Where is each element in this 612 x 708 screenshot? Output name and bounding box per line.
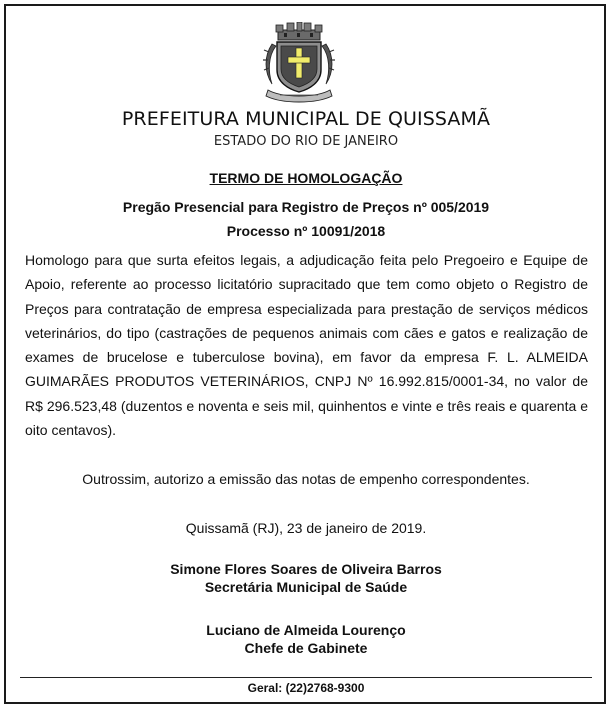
document-title: TERMO DE HOMOLOGAÇÃO: [209, 170, 403, 186]
municipality-title: PREFEITURA MUNICIPAL DE QUISSAMÃ: [121, 108, 491, 130]
signatory-name: Simone Flores Soares de Oliveira Barros: [170, 561, 442, 577]
state-subtitle: ESTADO DO RIO DE JANEIRO: [213, 134, 399, 149]
footer-phone: Geral: (22)2768-9300: [247, 681, 365, 695]
bidding-reference: Pregão Presencial para Registro de Preços nº 005/2019: [122, 199, 490, 215]
footer-divider: [20, 677, 592, 678]
homologation-paragraph: Homologo para que surta efeitos legais, a adjudicação feita pelo Pregoeiro e Equipe de Apoio, referente ao processo licitatório supracitado que tem como objeto o Registro de Preços para contratação de empresa especializada para prestação de serviços médicos veterinários, do tipo (castrações de pequenos animais com cães e gatos e realização de exames de brucelose e tuberculose bovina), em favor da empresa F. L. ALMEIDA GUIMARÃES PRODUTOS VETERINÁRIOS, CNPJ Nº 16.992.815/0001-34, no valor de R$ 296.523,48 (duzentos e noventa e seis mil, quinhentos e vinte e três reais e quarenta e oito centavos).: [25, 252, 588, 439]
date-line: Quissamã (RJ), 23 de janeiro de 2019.: [185, 520, 427, 536]
signatory-role: Chefe de Gabinete: [244, 640, 368, 656]
process-number: Processo nº 10091/2018: [226, 223, 386, 239]
signatory-name: Luciano de Almeida Lourenço: [206, 622, 406, 638]
coat-of-arms-icon: [262, 22, 336, 104]
authorization-paragraph: Outrossim, autorizo a emissão das notas de empenho correspondentes.: [82, 471, 530, 487]
signatory-role: Secretária Municipal de Saúde: [204, 579, 408, 595]
